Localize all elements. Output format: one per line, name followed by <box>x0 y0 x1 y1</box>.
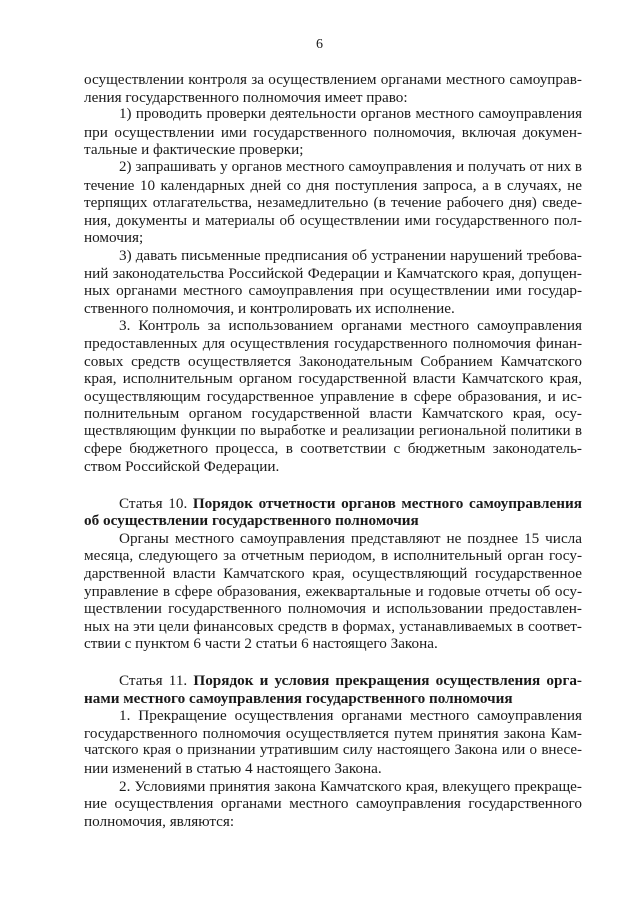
text-line: ществлении государственного полномочия и использовании предоставлен- <box>84 600 582 618</box>
text-line: нии изменений в статью 4 настоящего Закона. <box>84 759 382 777</box>
heading-line <box>84 672 582 690</box>
text-line: ления государственного полномочия имеет право: <box>84 88 408 106</box>
text-line: номочия; <box>84 229 144 247</box>
text-line: полномочия, являются: <box>84 812 235 830</box>
text-line: чатского края о признании утратившим силу настоящего Закона или о внесе- <box>84 742 582 759</box>
paragraph-section-3 <box>84 317 582 475</box>
article-title: Порядок и условия прекращения осуществления орга- <box>193 672 582 689</box>
article-11-part-1 <box>84 707 582 777</box>
heading-line <box>84 495 582 513</box>
page-number: 6 <box>316 37 323 52</box>
text-line: 2) запрашивать у органов местного самоуправления и получать от них в <box>119 158 582 175</box>
text-line: 1) проводить проверки деятельности органов местного самоуправления <box>119 106 582 123</box>
text-line: 3. Контроль за использованием органами местного самоуправления <box>119 317 582 335</box>
spacer <box>84 653 582 672</box>
text-line: ных органами местного самоуправления при осуществлении ими государ- <box>84 282 582 300</box>
text-line: ствии с пунктом 6 части 2 статьи 6 настоящего Закона. <box>84 635 438 653</box>
text-line: ния, документы и материалы об осуществлении ими государственного пол- <box>84 211 582 229</box>
heading-line: нами местного самоуправления государственного полномочия <box>84 689 513 707</box>
article-number: Статья 11. <box>119 672 194 689</box>
text-line: совых средств осуществляется Законодательным Собранием Камчатского <box>84 352 582 370</box>
text-line: ний законодательства Российской Федерации и Камчатского края, допущен- <box>84 264 582 282</box>
text-line: Органы местного самоуправления представляют не позднее 15 числа <box>119 529 582 547</box>
text-line: 2. Условиями принятия закона Камчатского края, влекущего прекраще- <box>119 777 582 795</box>
text-line: ством Российской Федерации. <box>84 458 280 476</box>
text-line: дарственной власти Камчатского края, осуществляющий государственное <box>84 565 582 583</box>
text-line: тальные и фактические проверки; <box>84 141 304 159</box>
article-11-heading <box>84 672 582 707</box>
text-line: 3) давать письменные предписания об устранении нарушений требова- <box>119 246 582 264</box>
text-line: ных на эти цели финансовых средств в формах, устанавливаемых в соответ- <box>84 617 582 635</box>
text-line: ние осуществления органами местного самоуправления государственного <box>84 795 582 813</box>
heading-line: об осуществлении государственного полномочия <box>84 512 419 530</box>
text-line: при осуществлении ими государственного полномочия, включая докумен- <box>84 123 582 141</box>
text-line: полнительным органом государственной власти Камчатского края, осу- <box>84 405 582 423</box>
text-line: месяца, следующего за отчетным периодом, в исполнительный орган госу- <box>84 547 582 565</box>
document-body <box>84 71 582 830</box>
list-item-2 <box>84 159 582 247</box>
text-line: предоставленных для осуществления государственного полномочия финан- <box>84 334 582 352</box>
text-line: ственного полномочия, и контролировать их исполнение. <box>84 299 455 317</box>
text-line: течение 10 календарных дней со дня поступления запроса, а в случаях, не <box>84 176 582 194</box>
text-line: терпящих отлагательства, незамедлительно (в течение рабочего дня) сведе- <box>84 194 582 212</box>
list-item-3 <box>84 247 582 317</box>
article-11-part-2 <box>84 778 582 831</box>
paragraph-control-rights-intro <box>84 71 582 106</box>
text-line: сфере бюджетного процесса, в соответствии с бюджетным законодатель- <box>84 440 582 458</box>
text-line: ществляющим функции по выработке и реализации региональной политики в <box>84 422 582 439</box>
spacer <box>84 476 582 495</box>
text-line: государственного полномочия осуществляется путем принятия закона Кам- <box>84 724 582 742</box>
text-line: 1. Прекращение осуществления органами местного самоуправления <box>119 707 582 725</box>
text-line: управление в сфере образования, ежеквартальные и годовые отчеты об осу- <box>84 582 582 600</box>
article-title: Порядок отчетности органов местного самоуправления <box>192 494 582 512</box>
text-line: осуществлении контроля за осуществлением органами местного самоуправ- <box>84 71 582 88</box>
article-10-body <box>84 530 582 653</box>
text-line: осуществляющим государственное управление в сфере образования, и ис- <box>84 387 582 405</box>
article-number: Статья 10. <box>119 494 193 512</box>
text-line: края, исполнительным органом государственной власти Камчатского края, <box>84 370 582 388</box>
list-item-1 <box>84 106 582 159</box>
article-10-heading <box>84 495 582 530</box>
